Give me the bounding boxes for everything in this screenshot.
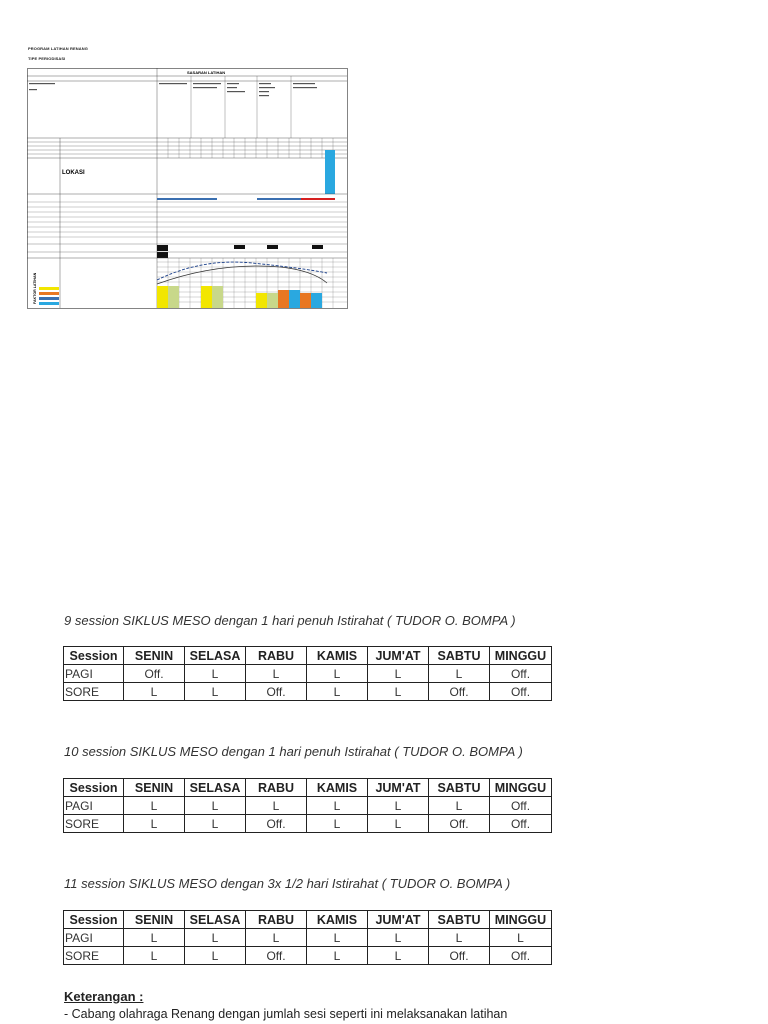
col-header: SABTU bbox=[429, 911, 490, 929]
col-header: SABTU bbox=[429, 647, 490, 665]
col-header: MINGGU bbox=[490, 779, 552, 797]
table-cell: Off. bbox=[246, 947, 307, 965]
table-cell: L bbox=[368, 815, 429, 833]
col-header: KAMIS bbox=[307, 911, 368, 929]
table-cell: L bbox=[307, 665, 368, 683]
table-cell: L bbox=[185, 947, 246, 965]
table-header-row bbox=[64, 647, 552, 665]
chart-subtitle: TIPE PERIODISASI bbox=[28, 56, 66, 61]
table-header-row bbox=[64, 779, 552, 797]
table-cell: L bbox=[368, 665, 429, 683]
table-cell: Off. bbox=[429, 947, 490, 965]
table-cell: L bbox=[124, 929, 185, 947]
table-header-row bbox=[64, 911, 552, 929]
col-header: SENIN bbox=[124, 911, 185, 929]
keterangan-title: Keterangan : bbox=[64, 989, 144, 1004]
col-header: RABU bbox=[246, 911, 307, 929]
table-cell: Off. bbox=[246, 683, 307, 701]
col-header: KAMIS bbox=[307, 779, 368, 797]
schedule-table-9 bbox=[63, 646, 552, 701]
col-header: Session bbox=[64, 647, 124, 665]
table-cell: Off. bbox=[429, 683, 490, 701]
schedule-table-11 bbox=[63, 910, 552, 965]
chart-title: PROGRAM LATIHAN RENANG bbox=[28, 46, 88, 51]
table-cell: L bbox=[185, 815, 246, 833]
caption-10-session: 10 session SIKLUS MESO dengan 1 hari penuh Istirahat ( TUDOR O. BOMPA ) bbox=[64, 744, 523, 759]
table-cell: L bbox=[429, 797, 490, 815]
table-row bbox=[64, 683, 552, 701]
table-cell: L bbox=[307, 683, 368, 701]
table-cell: L bbox=[307, 929, 368, 947]
table-row bbox=[64, 665, 552, 683]
table-cell: L bbox=[124, 797, 185, 815]
keterangan-text: - Cabang olahraga Renang dengan jumlah sesi seperti ini melaksanakan latihan bbox=[64, 1007, 508, 1021]
table-cell: Off. bbox=[124, 665, 185, 683]
table-cell: L bbox=[307, 947, 368, 965]
row-label: SORE bbox=[64, 683, 124, 701]
table-cell: Off. bbox=[490, 665, 552, 683]
table-cell: L bbox=[185, 665, 246, 683]
col-header: RABU bbox=[246, 647, 307, 665]
table-row bbox=[64, 929, 552, 947]
col-header: JUM'AT bbox=[368, 647, 429, 665]
col-header: Session bbox=[64, 911, 124, 929]
table-cell: L bbox=[429, 665, 490, 683]
col-header: SABTU bbox=[429, 779, 490, 797]
col-header: SELASA bbox=[185, 779, 246, 797]
side-label: FAKTOR LATIHAN bbox=[33, 272, 37, 304]
schedule-table-10 bbox=[63, 778, 552, 833]
table-cell: L bbox=[307, 815, 368, 833]
col-header: SENIN bbox=[124, 647, 185, 665]
col-header: JUM'AT bbox=[368, 779, 429, 797]
location-label: LOKASI bbox=[62, 170, 85, 176]
periodization-grid bbox=[27, 68, 348, 309]
table-cell: L bbox=[368, 947, 429, 965]
table-cell: L bbox=[490, 929, 552, 947]
caption-9-session: 9 session SIKLUS MESO dengan 1 hari penuh Istirahat ( TUDOR O. BOMPA ) bbox=[64, 613, 516, 628]
col-header: Session bbox=[64, 779, 124, 797]
table-row bbox=[64, 797, 552, 815]
table-cell: L bbox=[368, 929, 429, 947]
col-header: SELASA bbox=[185, 911, 246, 929]
table-cell: L bbox=[185, 797, 246, 815]
col-header: SENIN bbox=[124, 779, 185, 797]
periodization-chart bbox=[27, 68, 348, 309]
col-header: KAMIS bbox=[307, 647, 368, 665]
table-cell: L bbox=[246, 929, 307, 947]
table-row bbox=[64, 815, 552, 833]
table-cell: Off. bbox=[490, 683, 552, 701]
table-cell: Off. bbox=[490, 815, 552, 833]
table-row bbox=[64, 947, 552, 965]
col-header: JUM'AT bbox=[368, 911, 429, 929]
row-label: SORE bbox=[64, 947, 124, 965]
table-cell: Off. bbox=[490, 947, 552, 965]
row-label: PAGI bbox=[64, 665, 124, 683]
caption-11-session: 11 session SIKLUS MESO dengan 3x 1/2 hari Istirahat ( TUDOR O. BOMPA ) bbox=[64, 876, 511, 891]
row-label: PAGI bbox=[64, 929, 124, 947]
section-label: SASARAN LATIHAN bbox=[187, 70, 226, 75]
table-cell: Off. bbox=[246, 815, 307, 833]
table-cell: L bbox=[124, 947, 185, 965]
table-cell: Off. bbox=[490, 797, 552, 815]
table-cell: L bbox=[185, 929, 246, 947]
table-cell: L bbox=[185, 683, 246, 701]
blue-bar bbox=[325, 150, 335, 194]
table-cell: Off. bbox=[429, 815, 490, 833]
row-label: SORE bbox=[64, 815, 124, 833]
table-cell: L bbox=[124, 815, 185, 833]
col-header: MINGGU bbox=[490, 647, 552, 665]
row-label: PAGI bbox=[64, 797, 124, 815]
table-cell: L bbox=[368, 797, 429, 815]
table-cell: L bbox=[368, 683, 429, 701]
col-header: MINGGU bbox=[490, 911, 552, 929]
table-cell: L bbox=[124, 683, 185, 701]
table-cell: L bbox=[307, 797, 368, 815]
table-cell: L bbox=[246, 665, 307, 683]
table-cell: L bbox=[246, 797, 307, 815]
col-header: RABU bbox=[246, 779, 307, 797]
table-cell: L bbox=[429, 929, 490, 947]
col-header: SELASA bbox=[185, 647, 246, 665]
